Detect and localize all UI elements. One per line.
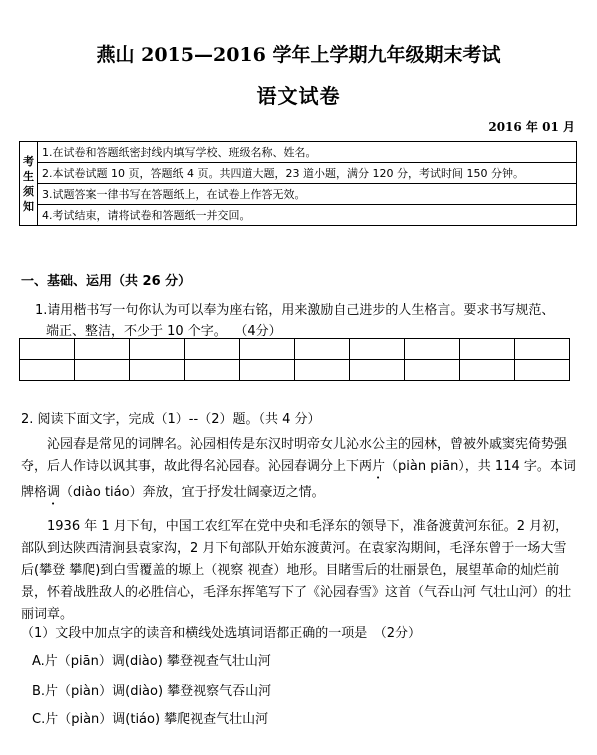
grid-cell[interactable]: [240, 339, 295, 360]
grid-cell[interactable]: [295, 360, 350, 381]
candidate-notice-box: [19, 141, 577, 226]
grid-cell[interactable]: [295, 339, 350, 360]
question-1-line-1: 1.请用楷书写一句你认为可以奉为座右铭，用来激励自己进步的人生格言。要求书写规范、: [35, 303, 555, 318]
paper-subtitle: 语文试卷: [256, 84, 341, 108]
grid-cell[interactable]: [20, 360, 75, 381]
grid-cell[interactable]: [515, 339, 570, 360]
notice-item: 4.考试结束，请将试卷和答题纸一并交回。: [38, 205, 577, 226]
section-heading: 一、基础、运用（共 26 分）: [21, 274, 192, 289]
notice-label-char: 生: [23, 169, 34, 183]
grid-cell[interactable]: [405, 339, 460, 360]
passage-paragraph-1: [21, 434, 577, 508]
option-c[interactable]: C.片（piàn）调(tiáo) 攀爬视查气壮山河: [32, 712, 269, 727]
notice-item: 3.试题答案一律书写在答题纸上，在试卷上作答无效。: [38, 184, 577, 205]
grid-cell[interactable]: [75, 339, 130, 360]
notice-label-char: 须: [23, 184, 34, 198]
option-a[interactable]: A.片（piān）调(diào) 攀登视查气壮山河: [32, 654, 271, 669]
question-1-points: （4分）: [240, 324, 282, 339]
grid-cell[interactable]: [130, 360, 185, 381]
grid-row: [20, 360, 570, 381]
passage-text: （piàn piān），共 114 字。本词牌格: [21, 459, 576, 500]
dotted-character: 片: [372, 459, 386, 474]
grid-cell[interactable]: [460, 339, 515, 360]
grid-cell[interactable]: [75, 360, 130, 381]
grid-row: [20, 339, 570, 360]
writing-grid[interactable]: [19, 338, 570, 381]
exam-date: 2016 年 01 月: [488, 120, 575, 134]
passage-text: 沁园春是常见的词牌名。沁园相传是东汉时明帝女儿沁水公主的园林，曾被外戚窦宪倚势强夺，后人作诗以讽其事，故此得名沁园春。沁园春调分上下两: [21, 437, 568, 474]
sub-question-1: （1）文段中加点字的读音和横线处选填词语都正确的一项是 （2分）: [21, 626, 422, 641]
exam-title: 燕山 2015—2016 学年上学期九年级期末考试: [96, 44, 501, 66]
notice-label-char: 考: [23, 154, 34, 168]
passage-paragraph-2: 1936 年 1 月下旬，中国工农红军在党中央和毛泽东的领导下，准备渡黄河东征。2 月初，部队到达陕西清涧县袁家沟，2 月下旬部队开始东渡黄河。在袁家沟期间，毛泽东曾于一场大雪后(攀登 攀爬)到白雪覆盖的塬上（视察 视查）地形。目睹雪后的壮丽景色，展望革命的灿烂前景，怀着战胜敌人的必胜信心，毛泽东挥笔写下了《沁园春雪》这首（气吞山河 气壮山河）的壮丽词章。: [21, 519, 572, 622]
notice-label-char: 知: [23, 199, 34, 213]
grid-cell[interactable]: [185, 360, 240, 381]
grid-cell[interactable]: [460, 360, 515, 381]
notice-item: 1.在试卷和答题纸密封线内填写学校、班级名称、姓名。: [38, 142, 577, 163]
question-1-text: 端正、整洁，不少于 10 个字。: [46, 324, 227, 339]
grid-cell[interactable]: [240, 360, 295, 381]
grid-cell[interactable]: [405, 360, 460, 381]
grid-cell[interactable]: [350, 360, 405, 381]
dotted-character: 调: [47, 485, 61, 500]
question-1-line-2: [46, 320, 282, 339]
passage-text: （diào tiáo）奔放，宜于抒发壮阔豪迈之情。: [60, 485, 325, 500]
grid-cell[interactable]: [515, 360, 570, 381]
notice-label: [20, 142, 38, 226]
grid-cell[interactable]: [130, 339, 185, 360]
grid-cell[interactable]: [350, 339, 405, 360]
notice-item: 2.本试卷试题 10 页，答题纸 4 页。共四道大题，23 道小题，满分 120 分，考试时间 150 分钟。: [38, 163, 577, 184]
question-2-prompt: 2. 阅读下面文字，完成（1）--（2）题。（共 4 分）: [21, 412, 321, 427]
option-b[interactable]: B.片（piàn）调(diào) 攀登视察气吞山河: [32, 684, 272, 699]
grid-cell[interactable]: [185, 339, 240, 360]
grid-cell[interactable]: [20, 339, 75, 360]
